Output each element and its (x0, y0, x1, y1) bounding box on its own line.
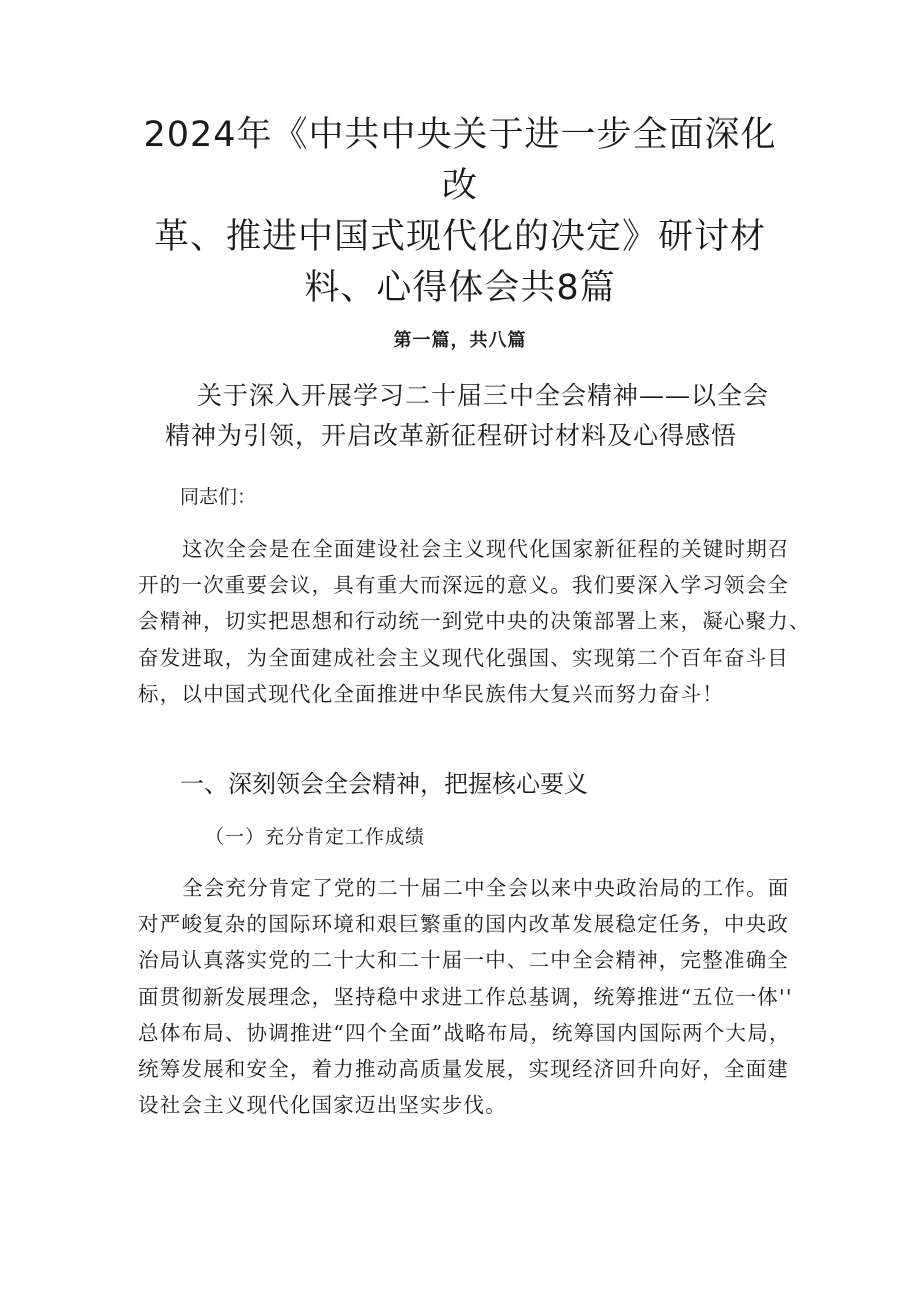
subtitle-line: 精神为引领，开启改革新征程研讨材料及心得感悟 (165, 421, 738, 450)
section-label: 第一篇，共八篇 (393, 330, 527, 351)
paragraph-line: 对严峻复杂的国际环境和艰巨繁重的国内改革发展稳定任务，中央政 (138, 912, 789, 937)
paragraph-line: 统筹发展和安全，着力推动高质量发展，实现经济回升向好，全面建 (138, 1057, 789, 1082)
paragraph-line: 治局认真落实党的二十大和二十届一中、二中全会精神，完整准确全 (138, 948, 789, 973)
title-line: 2024年《中共中央关于进一步全面深化改 (143, 115, 777, 206)
subsection-heading: （一）充分肯定工作成绩 (205, 826, 426, 848)
paragraph-line: 这次全会是在全面建设社会主义现代化国家新征程的关键时期召 (182, 537, 790, 561)
paragraph-line: 全会充分肯定了党的二十届二中全会以来中央政治局的工作。面 (182, 876, 790, 900)
paragraph-line: 面贯彻新发展理念，坚持稳中求进工作总基调，统筹推进“五位一体'' (138, 984, 793, 1009)
paragraph-line: 开的一次重要会议，具有重大而深远的意义。我们要深入学习领会全 (138, 573, 789, 598)
title-line: 革、推进中国式现代化的决定》研讨材 (153, 217, 766, 257)
paragraph-line: 总体布局、协调推进“四个全面”战略布局，统筹国内国际两个大局， (138, 1020, 791, 1045)
article-subtitle (140, 376, 790, 456)
salutation: 同志们： (180, 486, 257, 508)
paragraph-achievements (138, 870, 794, 1123)
subtitle-line: 关于深入开展学习二十届三中全会精神——以全会 (197, 381, 770, 410)
paragraph-line: 设社会主义现代化国家迈出坚实步伐。 (138, 1093, 507, 1118)
document-title (140, 110, 780, 314)
paragraph-line: 奋发进取，为全面建成社会主义现代化强国、实现第二个百年奋斗目 (138, 645, 789, 670)
title-line: 料、心得体会共8篇 (304, 268, 616, 308)
paragraph-intro (138, 531, 811, 712)
paragraph-line: 会精神，切实把思想和行动统一到党中央的决策部署上来，凝心聚力、 (138, 609, 811, 634)
paragraph-line: 标，以中国式现代化全面推进中华民族伟大复兴而努力奋斗！ (138, 681, 724, 706)
section-heading: 一、深刻领会全会精神，把握核心要义 (180, 770, 588, 798)
